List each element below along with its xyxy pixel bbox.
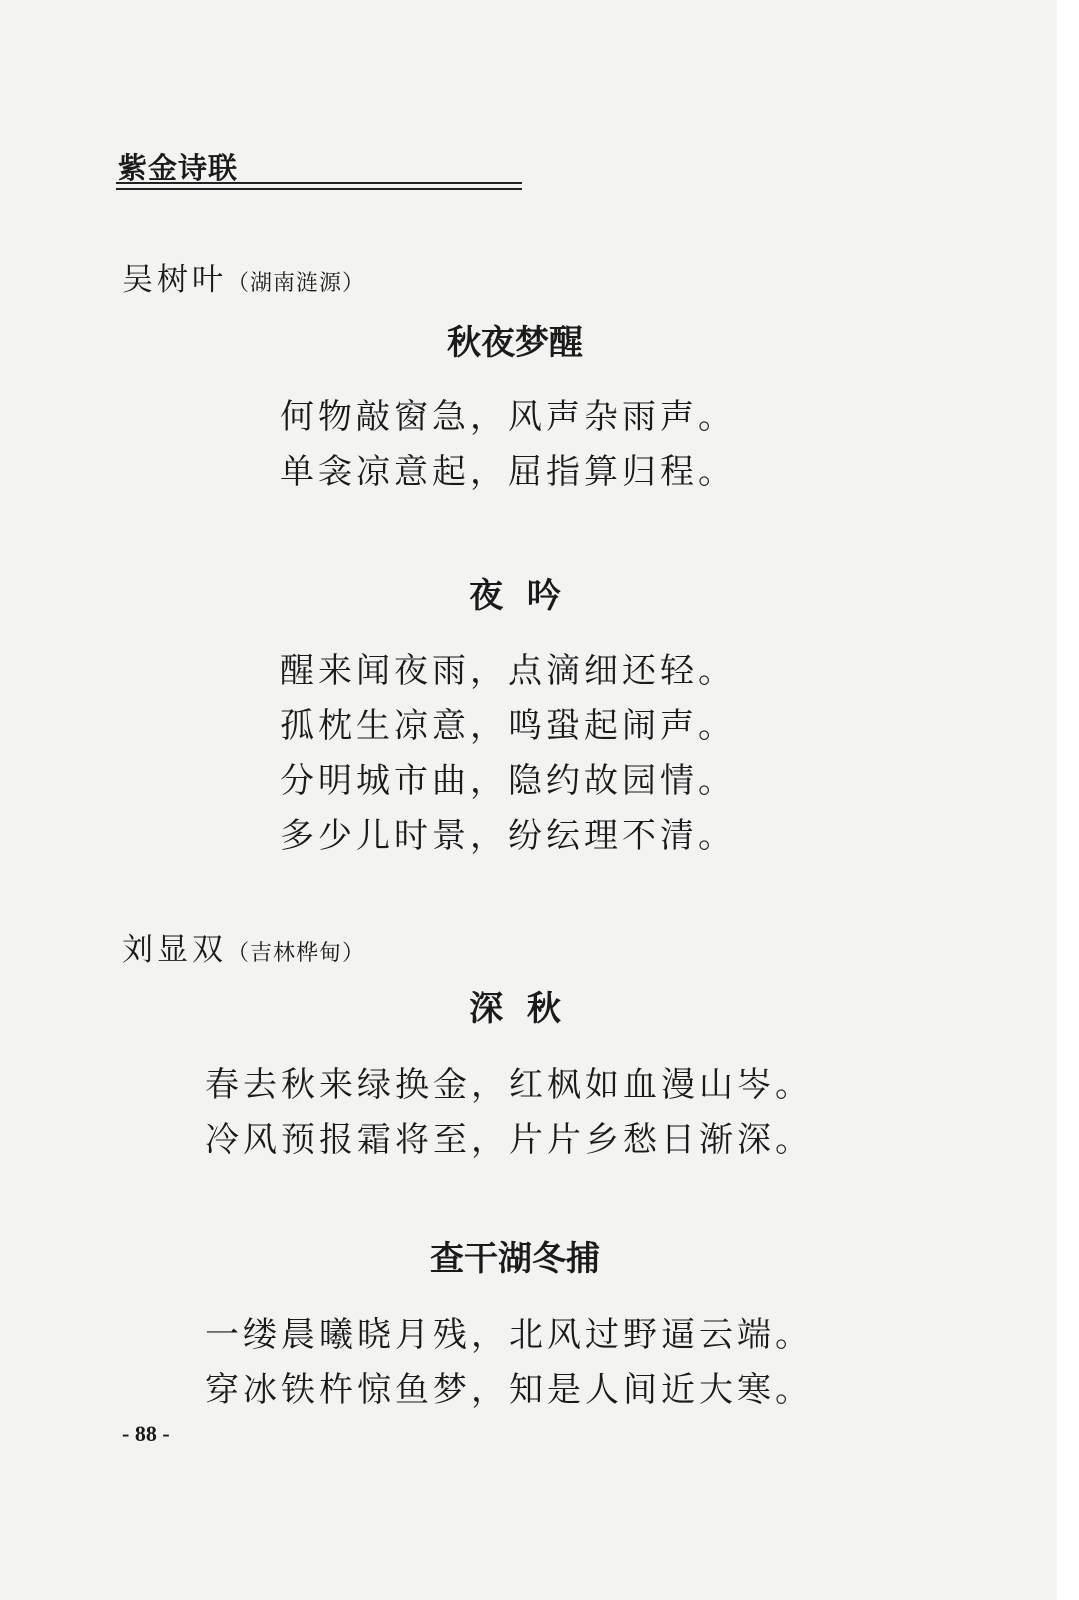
verse-line: 单衾凉意起，屈指算归程。 bbox=[280, 452, 736, 492]
poem-title: 夜 吟 bbox=[469, 576, 561, 616]
verse-line: 多少儿时景，纷纭理不清。 bbox=[280, 816, 736, 856]
poem-verse bbox=[205, 1058, 813, 1168]
header-double-rule bbox=[116, 182, 522, 190]
page-edge bbox=[1057, 0, 1079, 1600]
author-line bbox=[122, 930, 365, 974]
poem-title: 深 秋 bbox=[469, 989, 561, 1029]
poem-verse bbox=[280, 644, 736, 864]
verse-line: 冷风预报霜将至，片片乡愁日渐深。 bbox=[205, 1120, 813, 1160]
author-line bbox=[122, 260, 365, 304]
author-origin: （吉林桦甸） bbox=[227, 941, 366, 966]
author-name: 刘显双 bbox=[122, 932, 227, 968]
page-number: - 88 - bbox=[122, 1421, 170, 1446]
poem-verse bbox=[280, 390, 736, 500]
author-name: 吴树叶 bbox=[122, 262, 227, 298]
poem-title: 秋夜梦醒 bbox=[447, 323, 583, 363]
verse-line: 分明城市曲，隐约故园情。 bbox=[280, 761, 736, 801]
verse-line: 孤枕生凉意，鸣蛩起闹声。 bbox=[280, 706, 736, 746]
verse-line: 春去秋来绿换金，红枫如血漫山岑。 bbox=[205, 1065, 813, 1105]
author-origin: （湖南涟源） bbox=[227, 271, 366, 296]
running-header-title: 紫金诗联 bbox=[118, 151, 239, 185]
verse-line: 醒来闻夜雨，点滴细还轻。 bbox=[280, 651, 736, 691]
poem-title: 查干湖冬捕 bbox=[430, 1239, 600, 1279]
poem-verse bbox=[205, 1308, 813, 1418]
verse-line: 一缕晨曦晓月残，北风过野逼云端。 bbox=[205, 1315, 813, 1355]
verse-line: 何物敲窗急，风声杂雨声。 bbox=[280, 397, 736, 437]
verse-line: 穿冰铁杵惊鱼梦，知是人间近大寒。 bbox=[205, 1370, 813, 1410]
